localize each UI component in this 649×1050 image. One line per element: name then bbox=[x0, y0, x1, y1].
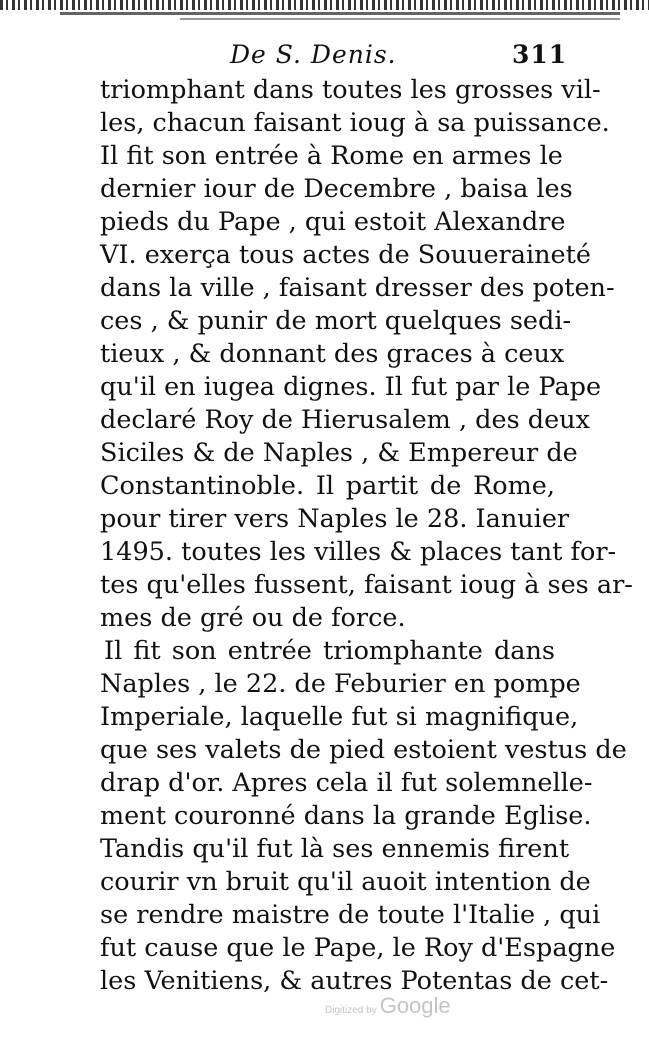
digitization-watermark bbox=[325, 993, 451, 1019]
body-text bbox=[100, 74, 633, 998]
text-line: Naples , le 22. de Feburier en pompe bbox=[100, 669, 581, 699]
text-line: Tandis qu'il fut là ses ennemis firent bbox=[100, 834, 570, 864]
text-line: ces , & punir de mort quelques sedi- bbox=[100, 306, 572, 336]
text-line: les, chacun faisant ioug à sa puissance. bbox=[100, 108, 610, 138]
text-line: VI. exerça tous actes de Souueraineté bbox=[100, 240, 591, 270]
text-line: dernier iour de Decembre , baisa les bbox=[100, 174, 573, 204]
text-line: 1495. toutes les villes & places tant for- bbox=[100, 537, 617, 567]
scan-edge-artifact bbox=[0, 0, 649, 24]
scan-noise-line bbox=[180, 18, 620, 20]
text-line: qu'il en iugea dignes. Il fut par le Pape bbox=[100, 372, 602, 402]
text-line: pieds du Pape , qui estoit Alexandre bbox=[100, 207, 566, 237]
text-line: triomphant dans toutes les grosses vil- bbox=[100, 75, 601, 105]
text-line: tieux , & donnant des graces à ceux bbox=[100, 339, 565, 369]
text-line: pour tirer vers Naples le 28. Ianuier bbox=[100, 504, 570, 534]
text-line: Imperiale, laquelle fut si magnifique, bbox=[100, 702, 579, 732]
text-line: dans la ville , faisant dresser des poten- bbox=[100, 273, 615, 303]
text-line: courir vn bruit qu'il auoit intention de bbox=[100, 867, 591, 897]
text-line: tes qu'elles fussent, faisant ioug à ses ar- bbox=[100, 570, 633, 600]
text-line: Siciles & de Naples , & Empereur de bbox=[100, 438, 578, 468]
text-line: Il fit son entrée à Rome en armes le bbox=[100, 141, 563, 171]
watermark-prefix: Digitized by bbox=[325, 1005, 377, 1016]
text-line: declaré Roy de Hierusalem , des deux bbox=[100, 405, 590, 435]
text-line: ment couronné dans la grande Eglise. bbox=[100, 801, 592, 831]
text-line: Constantinoble. Il partit de Rome, bbox=[100, 471, 555, 501]
text-line: que ses valets de pied estoient vestus de bbox=[100, 735, 627, 765]
running-head: De S. Denis. bbox=[230, 40, 397, 69]
text-line: mes de gré ou de force. bbox=[100, 603, 406, 633]
text-line: drap d'or. Apres cela il fut solemnelle- bbox=[100, 768, 593, 798]
text-line: se rendre maistre de toute l'Italie , qui bbox=[100, 900, 601, 930]
scan-noise-bar bbox=[0, 0, 649, 10]
text-line: fut cause que le Pape, le Roy d'Espagne bbox=[100, 933, 616, 963]
text-line: Il fit son entrée triomphante dans bbox=[104, 636, 555, 666]
page-number: 311 bbox=[512, 40, 568, 69]
text-line: les Venitiens, & autres Potentas de cet- bbox=[100, 966, 609, 996]
scan-noise-line bbox=[60, 12, 620, 15]
watermark-brand: Google bbox=[379, 993, 451, 1018]
